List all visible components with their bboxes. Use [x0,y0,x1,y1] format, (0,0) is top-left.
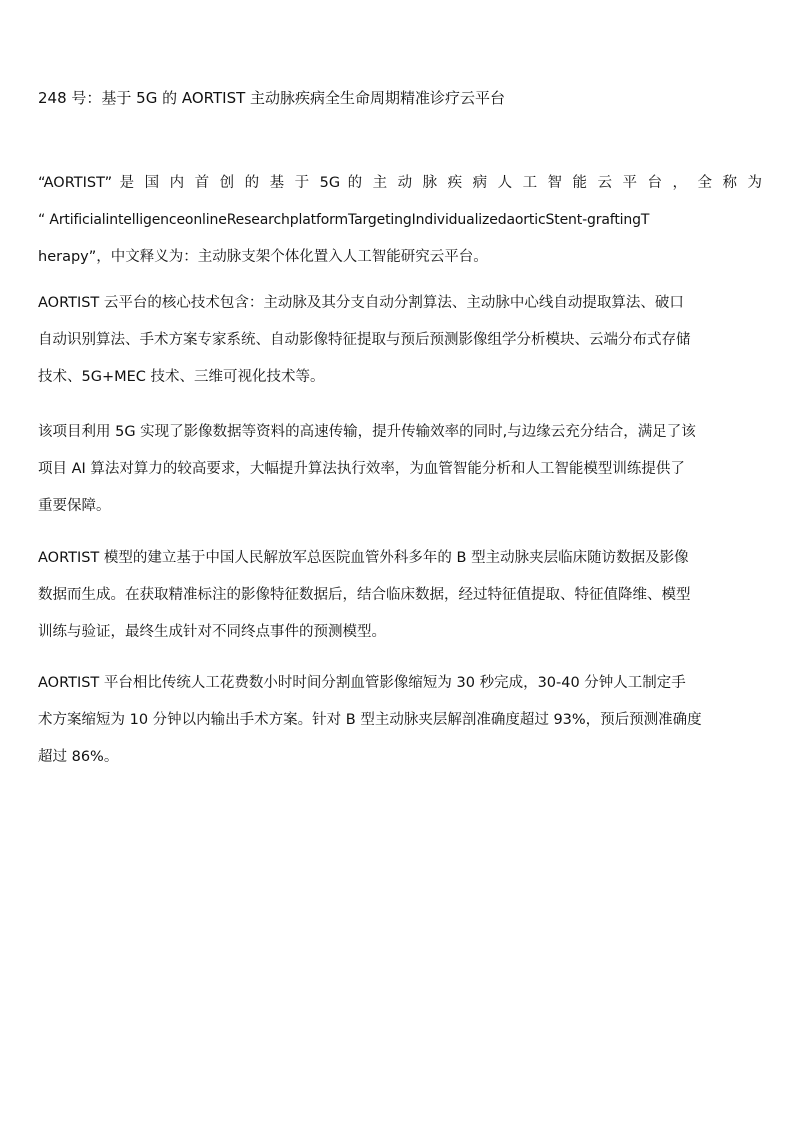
text-line: AORTIST 模型的建立基于中国人民解放军总医院血管外科多年的 B 型主动脉夹层临床随访数据及影像 [38,550,689,566]
paragraph-5g-transmission [38,414,762,525]
text-line: 术方案缩短为 10 分钟以内输出手术方案。针对 B 型主动脉夹层解剖准确度超过 93%，预后预测准确度 [38,712,702,728]
text-line: 超过 86%。 [38,749,119,765]
text-line: “AORTIST” 是 国 内 首 创 的 基 于 5G 的 主 动 脉 疾 病 人 工 智 能 云 平 台 ， 全 称 为 [38,175,762,191]
paragraph-introduction [38,165,762,276]
text-line: 该项目利用 5G 实现了影像数据等资料的高速传输，提升传输效率的同时,与边缘云充分结合，满足了该 [38,424,696,440]
text-line: 训练与验证，最终生成针对不同终点事件的预测模型。 [38,624,386,640]
text-line: 技术、5G+MEC 技术、三维可视化技术等。 [38,369,325,385]
text-line: herapy”，中文释义为：主动脉支架个体化置入人工智能研究云平台。 [38,249,488,265]
text-line: 重要保障。 [38,498,111,514]
text-line: AORTIST 云平台的核心技术包含：主动脉及其分支自动分割算法、主动脉中心线自动提取算法、破口 [38,295,684,311]
text-line: 项目 AI 算法对算力的较高要求，大幅提升算法执行效率，为血管智能分析和人工智能模型训练提供了 [38,461,685,477]
paragraph-model-building [38,540,762,651]
paragraph-performance [38,665,762,776]
document-title: 248 号：基于 5G 的 AORTIST 主动脉疾病全生命周期精准诊疗云平台 [38,89,506,107]
text-line: 数据而生成。在获取精准标注的影像特征数据后，结合临床数据，经过特征值提取、特征值降维、模型 [38,587,691,603]
text-line: AORTIST 平台相比传统人工花费数小时时间分割血管影像缩短为 30 秒完成，30-40 分钟人工制定手 [38,675,686,691]
text-line: 自动识别算法、手术方案专家系统、自动影像特征提取与预后预测影像组学分析模块、云端分布式存储 [38,332,691,348]
paragraph-core-technology [38,285,762,396]
text-line: “ ArtificialintelligenceonlineResearchplatformTargetingIndividualizedaorticStent-graftingT [38,212,650,228]
